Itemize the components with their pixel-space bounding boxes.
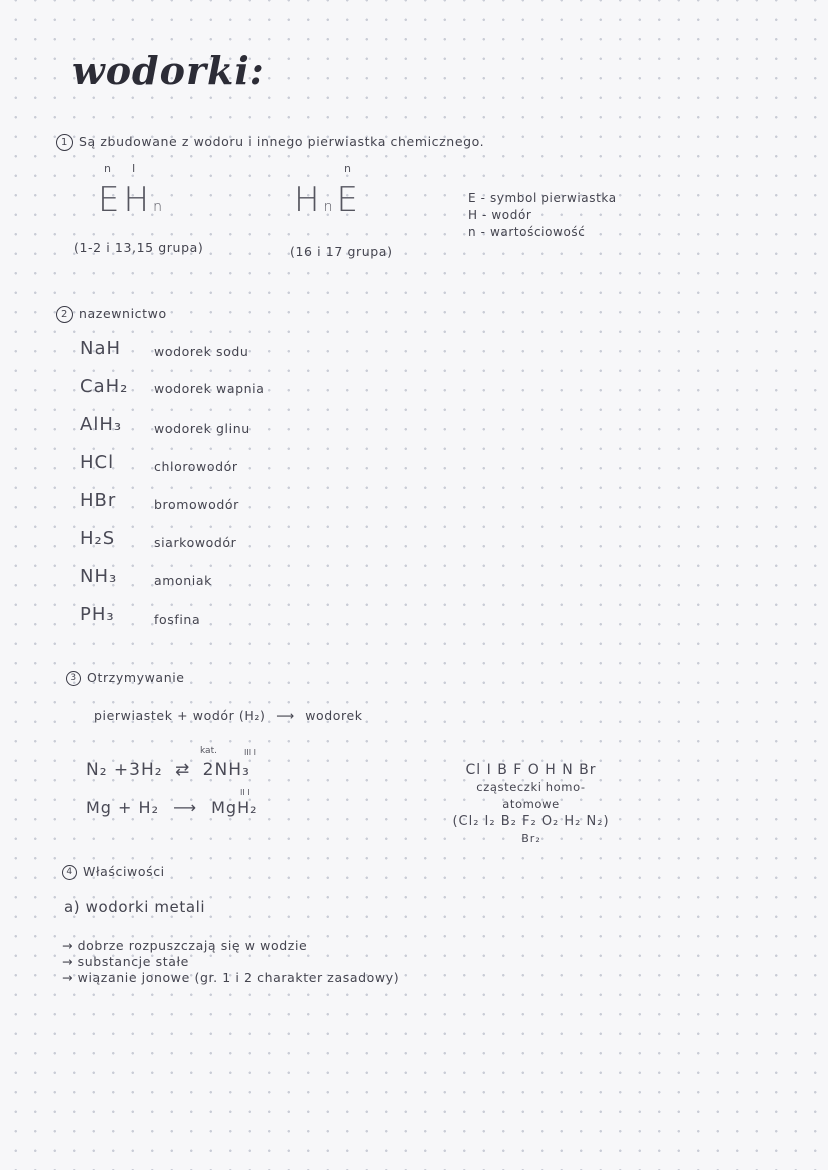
list-item-formula: HBr (80, 490, 117, 511)
section-4-heading-text: Właściwości (83, 864, 165, 879)
homoatomic-text: cząsteczki homo- (476, 780, 586, 794)
valence-i: I (132, 162, 136, 175)
legend-item: n - wartościowość (468, 225, 586, 239)
list-item: → dobrze rozpuszczają się w wodzie (62, 938, 308, 953)
list-item-formula: CaH₂ (80, 376, 129, 397)
section-2-heading-text: nazewnictwo (79, 306, 167, 321)
list-item: → substancje stałe (62, 954, 189, 969)
valence-n-2: n (344, 162, 351, 175)
section-number: 2 (56, 306, 73, 323)
reaction-left: Mg + H₂ (86, 798, 159, 817)
general-reaction-left: pierwiastek + wodór (H₂) (94, 708, 266, 723)
formula-hne (294, 180, 362, 220)
reaction-right: MgH₂ (211, 798, 258, 817)
list-item-formula: HCl (80, 452, 115, 473)
formula-hne-e: E (336, 180, 362, 220)
subsection-heading: a) wodorki metali (64, 898, 206, 916)
list-item-formula: NH₃ (80, 566, 118, 587)
list-item-name: amoniak (154, 573, 212, 588)
formula-eh-sub: n (153, 199, 166, 215)
list-item-name: chlorowodór (154, 459, 238, 474)
reaction-ammonia (86, 760, 250, 780)
legend-item: E - symbol pierwiastka (468, 191, 617, 205)
homoatomic-elements: Cl I B F O H N Br (465, 762, 597, 778)
equilibrium-arrow-icon: ⇄ (175, 760, 191, 780)
homoatomic-text: atomowe (502, 797, 560, 811)
formula-eh-main: EH (98, 180, 154, 220)
page-title: wodorki: (72, 48, 265, 93)
list-item-name: wodorek wapnia (154, 381, 265, 396)
list-item-name: bromowodór (154, 497, 239, 512)
legend-item: H - wodór (468, 208, 532, 222)
section-3-heading-text: Otrzymywanie (87, 670, 185, 685)
list-item-name: siarkowodór (154, 535, 237, 550)
list-item-name: wodorek sodu (154, 344, 249, 359)
list-item-name: wodorek glinu (154, 421, 250, 436)
section-2-heading (56, 306, 167, 323)
list-item: → wiązanie jonowe (gr. 1 i 2 charakter zasadowy) (62, 970, 400, 985)
reaction-magnesium (86, 798, 258, 817)
formula-eh (98, 180, 166, 220)
list-item-formula: PH₃ (80, 604, 115, 625)
homoatomic-note (426, 762, 636, 847)
section-3-heading (66, 670, 185, 686)
formula-hne-sub: n (323, 199, 337, 215)
arrow-icon: ⟶ (173, 798, 198, 817)
symbol-legend (468, 190, 617, 241)
list-item-formula: AlH₃ (80, 414, 123, 435)
arrow-icon: ⟶ (276, 708, 295, 723)
section-4-heading (62, 864, 165, 880)
reaction-right: 2NH₃ (202, 760, 250, 780)
general-reaction-right: wodorek (305, 708, 363, 723)
properties-list (62, 938, 399, 986)
section-number: 4 (62, 865, 77, 880)
formula-hne-h: H (294, 180, 324, 220)
section-1-line (56, 134, 484, 151)
list-item-name: fosfina (154, 612, 201, 627)
list-item-formula: H₂S (80, 528, 116, 549)
section-1-text: Są zbudowane z wodoru i innego pierwiastka chemicznego. (79, 134, 485, 149)
catalyst-label: kat. (200, 746, 217, 756)
section-number: 1 (56, 134, 73, 151)
general-reaction (94, 708, 363, 723)
reaction-left: N₂ +3H₂ (86, 760, 163, 780)
formula-hne-note: (16 i 17 grupa) (290, 244, 393, 259)
valence-label: II I (240, 788, 250, 797)
valence-label: III I (244, 748, 256, 757)
list-item-formula: NaH (80, 338, 122, 359)
valence-n: n (104, 162, 111, 175)
homoatomic-formulas: (Cl₂ I₂ B₂ F₂ O₂ H₂ N₂) (452, 814, 610, 829)
formula-eh-note: (1-2 i 13,15 grupa) (74, 240, 204, 255)
homoatomic-last: Br₂ (521, 832, 541, 845)
section-number: 3 (66, 671, 81, 686)
